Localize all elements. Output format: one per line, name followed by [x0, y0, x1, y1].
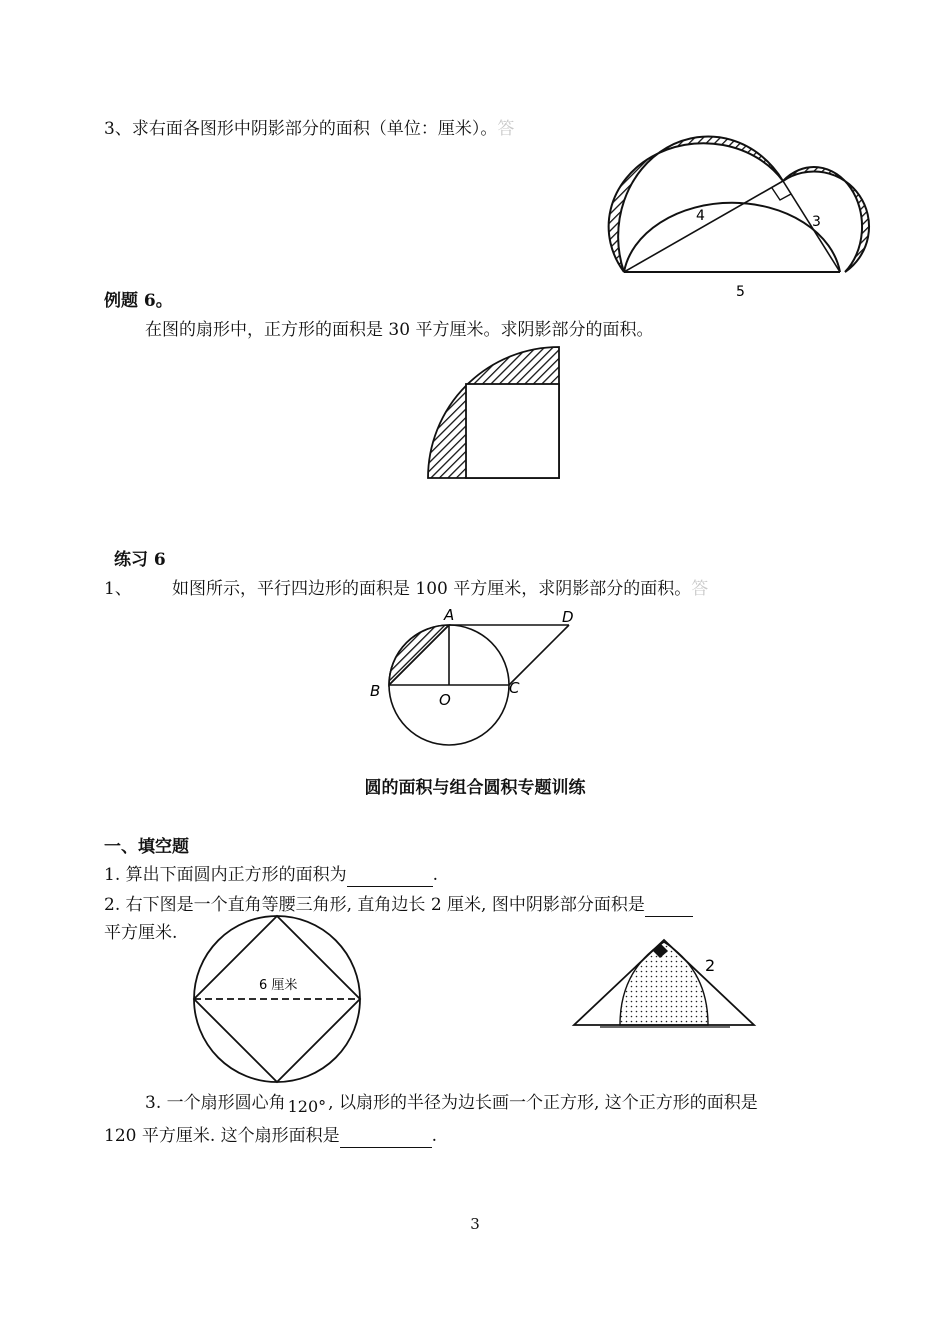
- label-point-a: A: [444, 606, 455, 624]
- example-6-title: 例题 6。: [104, 291, 173, 311]
- label-leg-length: 2: [705, 956, 716, 975]
- inner-square: [466, 384, 559, 478]
- label-side-4: 4: [696, 208, 705, 224]
- shaded-region-small: [783, 167, 869, 272]
- label-side-5: 5: [736, 284, 745, 300]
- figure-square-in-circle: [190, 918, 365, 1088]
- problem-3-faint-mark: 答: [497, 119, 515, 139]
- exercise-6-q1-faint-mark: 答: [691, 579, 709, 599]
- label-point-d: D: [562, 608, 574, 626]
- problem-3-text: [104, 118, 514, 140]
- fill-q2-text: 2. 右下图是一个直角等腰三角形, 直角边长 2 厘米, 图中阴影部分面积是: [104, 895, 645, 915]
- fill-q2: [104, 894, 693, 917]
- exercise-6-q1-number: 1、: [104, 579, 132, 599]
- figure-semicircles-right-triangle: [600, 120, 880, 305]
- exercise-6-q1-text: [172, 578, 708, 600]
- fill-q3-line-1: [145, 1092, 758, 1114]
- fill-q3-angle: 120°: [287, 1097, 327, 1116]
- label-point-o: O: [439, 691, 451, 709]
- fill-q3-text-a: 3. 一个扇形圆心角: [145, 1093, 286, 1113]
- exercise-6-title: 练习 6: [114, 550, 166, 570]
- section-title: 圆的面积与组合圆积专题训练: [364, 778, 586, 798]
- fill-q3-line-2: [104, 1125, 437, 1148]
- label-side-3: 3: [812, 214, 821, 230]
- problem-3-statement: 3、求右面各图形中阴影部分的面积（单位：厘米）。: [104, 119, 498, 139]
- fill-q1-end: .: [432, 865, 439, 885]
- label-diagonal: 6 厘米: [259, 978, 298, 993]
- label-point-b: B: [370, 682, 381, 700]
- fill-q2-continued: 平方厘米.: [104, 923, 178, 943]
- semicircle-on-side-5: [624, 203, 840, 272]
- fill-q1: [104, 864, 438, 887]
- fill-q3-text-b: , 以扇形的半径为边长画一个正方形, 这个正方形的面积是: [328, 1093, 758, 1113]
- page-number: 3: [470, 1215, 480, 1233]
- figure-isosceles-right-triangle: [570, 935, 760, 1035]
- fill-q1-blank[interactable]: [347, 864, 433, 887]
- label-point-c: C: [509, 679, 520, 697]
- fill-q3-text-c: 120 平方厘米. 这个扇形面积是: [104, 1126, 340, 1146]
- figure-circle-parallelogram: [365, 605, 585, 750]
- exercise-6-q1-statement: 如图所示，平行四边形的面积是 100 平方厘米，求阴影部分的面积。: [172, 579, 692, 599]
- figure-sector-with-square: [420, 340, 570, 485]
- fill-q1-text: 1. 算出下面圆内正方形的面积为: [104, 865, 347, 885]
- fill-q3-end: .: [431, 1126, 438, 1146]
- fill-q3-blank[interactable]: [340, 1125, 432, 1148]
- fill-q2-blank[interactable]: [645, 894, 693, 917]
- example-6-text: 在图的扇形中，正方形的面积是 30 平方厘米。求阴影部分的面积。: [145, 320, 654, 340]
- part-1-heading: 一、填空题: [104, 837, 189, 857]
